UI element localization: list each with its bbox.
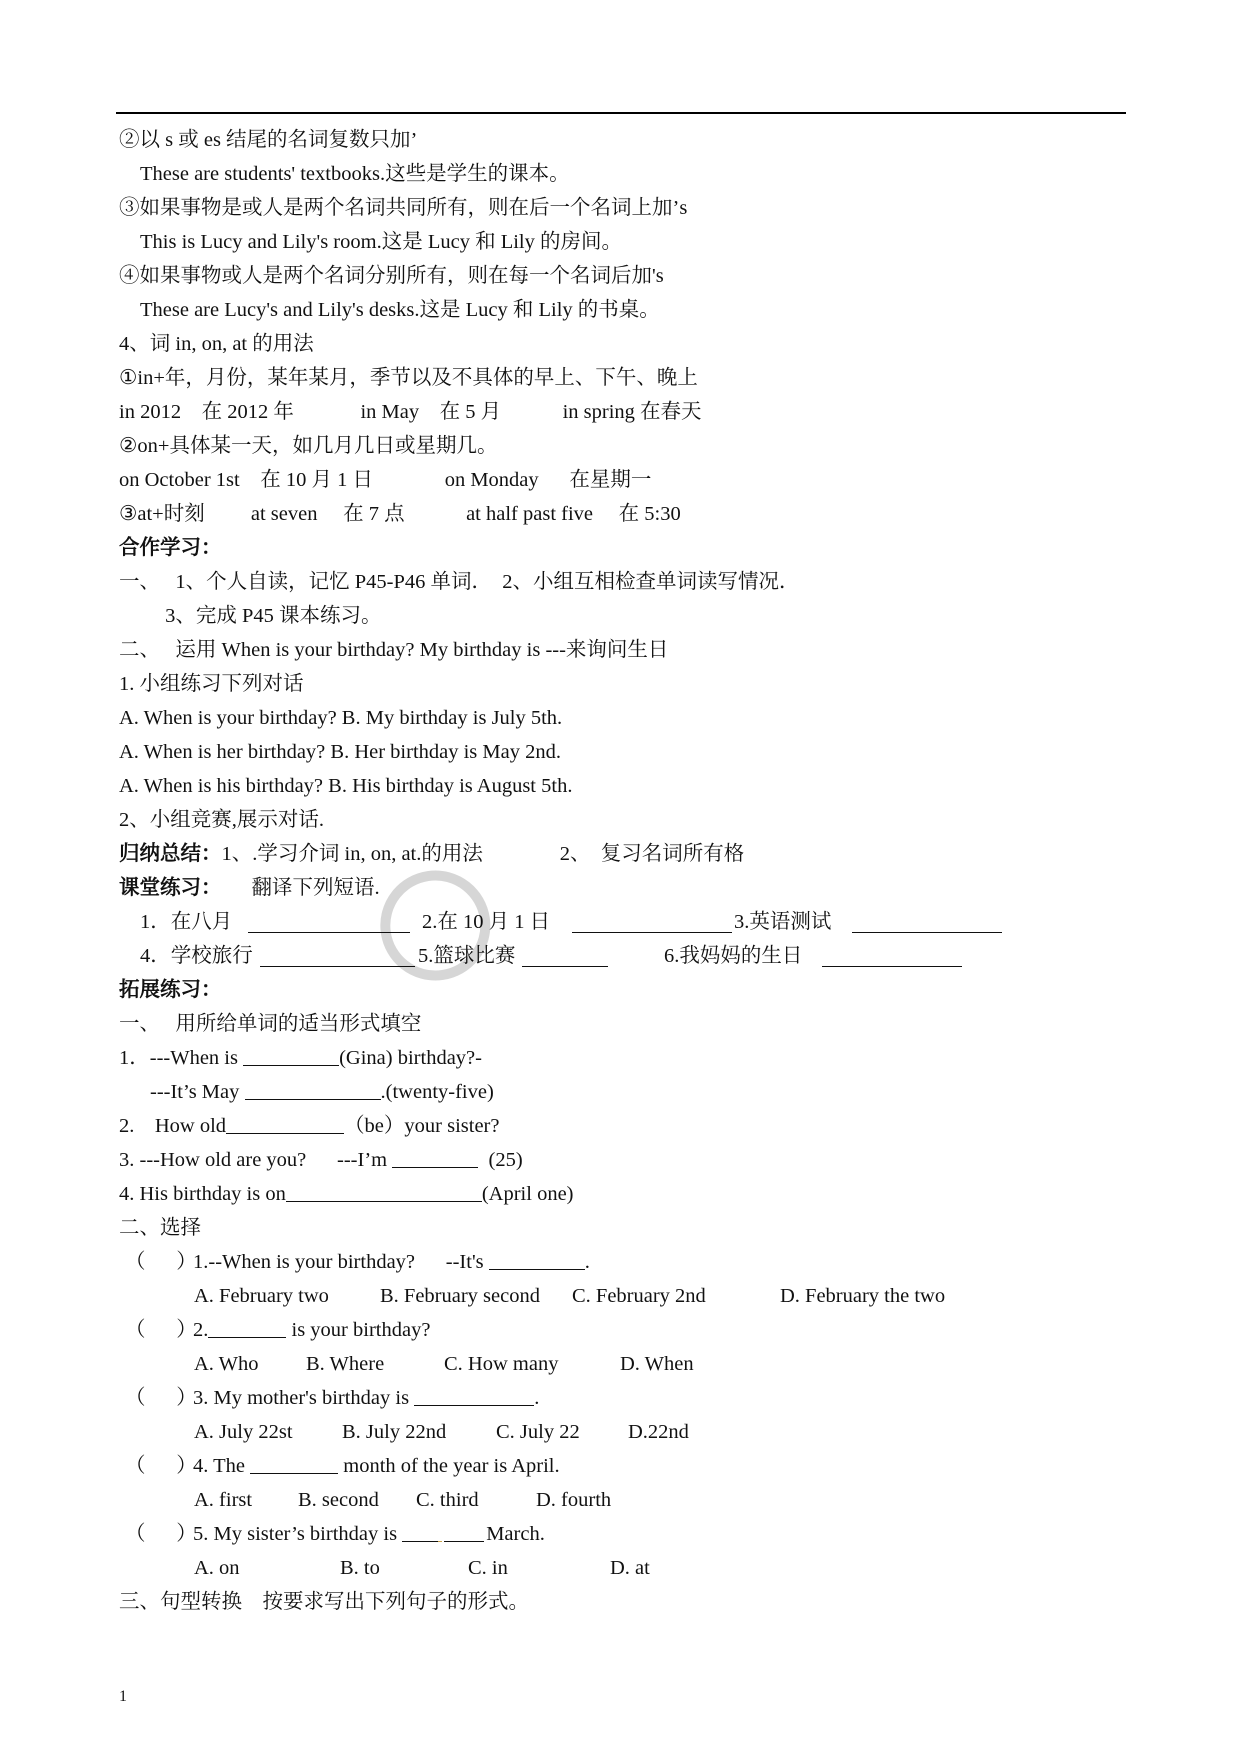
answer-blank[interactable]	[243, 1047, 339, 1066]
mc-option[interactable]: A. February two	[194, 1285, 329, 1307]
mc-option[interactable]: C. February 2nd	[572, 1285, 706, 1307]
mc-option[interactable]: B. Where	[306, 1353, 385, 1375]
text-line: ③如果事物是或人是两个名词共同所有，则在后一个名词上加’s	[119, 197, 688, 219]
text-line: 一、 用所给单词的适当形式填空	[119, 1013, 422, 1035]
mc-option[interactable]: B. to	[340, 1557, 380, 1579]
class-exercise-label: 课堂练习：	[119, 877, 222, 899]
mc-option[interactable]: D. February the two	[780, 1285, 946, 1307]
exercise-item-4: 4．学校旅行	[140, 945, 253, 967]
mc-option[interactable]: C. How many	[444, 1353, 559, 1375]
answer-blank	[250, 1455, 338, 1474]
mc-question: 4. The month of the year is April.	[193, 1455, 560, 1477]
answer-blank[interactable]	[572, 914, 732, 933]
text-line: These are students' textbooks.这些是学生的课本。	[140, 163, 570, 185]
answer-blank[interactable]	[248, 914, 410, 933]
fill-item-3: 3. ---How old are you? ---I’m (25)	[119, 1149, 523, 1171]
section-heading-cooperation: 合作学习：	[119, 537, 222, 559]
text-line: ②以 s 或 es 结尾的名词复数只加’	[119, 129, 418, 151]
text-line: on October 1st 在 10 月 1 日 on Monday 在星期一	[119, 469, 652, 491]
mc-option[interactable]: A. July 22st	[194, 1421, 293, 1443]
fill-item-2: 2. How old （be）your sister?	[119, 1115, 500, 1137]
text-line: 2、小组竞赛,展示对话.	[119, 809, 324, 831]
mc-question: 3. My mother's birthday is .	[193, 1387, 540, 1409]
text-line: in 2012 在 2012 年 in May 在 5 月 in spring 在春天	[119, 401, 702, 423]
text-line: ②on+具体某一天，如几月几日或星期几。	[119, 435, 498, 457]
mc-option[interactable]: C. July 22	[496, 1421, 580, 1443]
answer-blank[interactable]	[522, 948, 608, 967]
section-heading: 4、词 in, on, at 的用法	[119, 333, 314, 355]
answer-paren[interactable]: （ ）	[125, 1523, 197, 1545]
answer-blank[interactable]	[392, 1149, 478, 1168]
text-line: This is Lucy and Lily's room.这是 Lucy 和 Lily 的房间。	[140, 231, 622, 253]
answer-blank[interactable]	[226, 1115, 344, 1134]
answer-paren[interactable]: （ ）	[125, 1319, 197, 1341]
answer-blank	[438, 1523, 442, 1542]
text-line: 二、 运用 When is your birthday? My birthday is ---来询问生日	[119, 639, 669, 661]
mc-option[interactable]: A. Who	[194, 1353, 259, 1375]
mc-option[interactable]: B. second	[298, 1489, 379, 1511]
summary-text: 1、.学习介词 in, on, at.的用法 2、 复习名词所有格	[221, 843, 745, 865]
mc-option[interactable]: D. at	[610, 1557, 650, 1579]
answer-blank	[489, 1251, 585, 1270]
answer-paren[interactable]: （ ）	[125, 1387, 197, 1409]
dialogue-line: A. When is his birthday? B. His birthday is August 5th.	[119, 775, 573, 797]
summary-label: 归纳总结：	[119, 843, 222, 865]
fill-item-4: 4. His birthday is on (April one)	[119, 1183, 574, 1205]
text-line: ①in+年，月份，某年某月，季节以及不具体的早上、下午、晚上	[119, 367, 698, 389]
mc-option[interactable]: B. July 22nd	[342, 1421, 447, 1443]
answer-blank	[414, 1387, 534, 1406]
mc-option[interactable]: D. fourth	[536, 1489, 612, 1511]
text-line: ④如果事物或人是两个名词分别所有，则在每一个名词后加's	[119, 265, 664, 287]
mc-option[interactable]: D. When	[620, 1353, 694, 1375]
answer-blank[interactable]	[260, 948, 415, 967]
dialogue-line: A. When is her birthday? B. Her birthday is May 2nd.	[119, 741, 561, 763]
section-heading-transform: 三、句型转换 按要求写出下列句子的形式。	[119, 1591, 529, 1613]
exercise-item-1: 1．在八月	[140, 911, 233, 933]
answer-blank[interactable]	[286, 1183, 482, 1202]
class-exercise-instruction: 翻译下列短语.	[251, 877, 380, 899]
mc-option[interactable]: A. on	[194, 1557, 240, 1579]
fill-item-1b: ---It’s May .(twenty-five)	[150, 1081, 494, 1103]
exercise-item-2: 2.在 10 月 1 日	[422, 911, 551, 933]
text-line: These are Lucy's and Lily's desks.这是 Lucy 和 Lily 的书桌。	[140, 299, 660, 321]
answer-paren[interactable]: （ ）	[125, 1251, 197, 1273]
answer-blank[interactable]	[822, 948, 962, 967]
section-heading-choice: 二、选择	[119, 1217, 201, 1239]
section-heading-extension: 拓展练习：	[119, 979, 222, 1001]
answer-blank	[444, 1523, 484, 1542]
summary-line	[119, 842, 744, 866]
exercise-item-6: 6.我妈妈的生日	[664, 945, 803, 967]
mc-option[interactable]: D.22nd	[628, 1421, 689, 1443]
text-line: 一、 1、个人自读，记忆 P45-P46 单词． 2、小组互相检查单词读写情况．	[119, 571, 800, 593]
answer-paren[interactable]: （ ）	[125, 1455, 197, 1477]
fill-item-1: 1．---When is (Gina) birthday?-	[119, 1047, 482, 1069]
text-line: 1. 小组练习下列对话	[119, 673, 304, 695]
mc-question: 1.--When is your birthday? --It's .	[193, 1251, 590, 1273]
text-line: ③at+时刻 at seven 在 7 点 at half past five 在 5:30	[119, 503, 681, 525]
answer-blank[interactable]	[852, 914, 1002, 933]
mc-option[interactable]: B. February second	[380, 1285, 540, 1307]
page-number: 1	[119, 1688, 127, 1705]
mc-question: 2. is your birthday?	[193, 1319, 431, 1341]
exercise-item-5: 5.篮球比赛	[418, 945, 516, 967]
mc-option[interactable]: C. third	[416, 1489, 479, 1511]
dialogue-line: A. When is your birthday? B. My birthday is July 5th.	[119, 707, 563, 729]
answer-blank	[208, 1319, 286, 1338]
answer-blank	[402, 1523, 438, 1542]
class-exercise-heading	[119, 876, 380, 900]
exercise-item-3: 3.英语测试	[734, 911, 832, 933]
mc-option[interactable]: A. first	[194, 1489, 253, 1511]
mc-option[interactable]: C. in	[468, 1557, 508, 1579]
text-line: 3、完成 P45 课本练习。	[119, 605, 382, 627]
header-rule	[116, 112, 1126, 114]
mc-question: 5. My sister’s birthday is March.	[193, 1523, 545, 1545]
answer-blank[interactable]	[245, 1081, 381, 1100]
